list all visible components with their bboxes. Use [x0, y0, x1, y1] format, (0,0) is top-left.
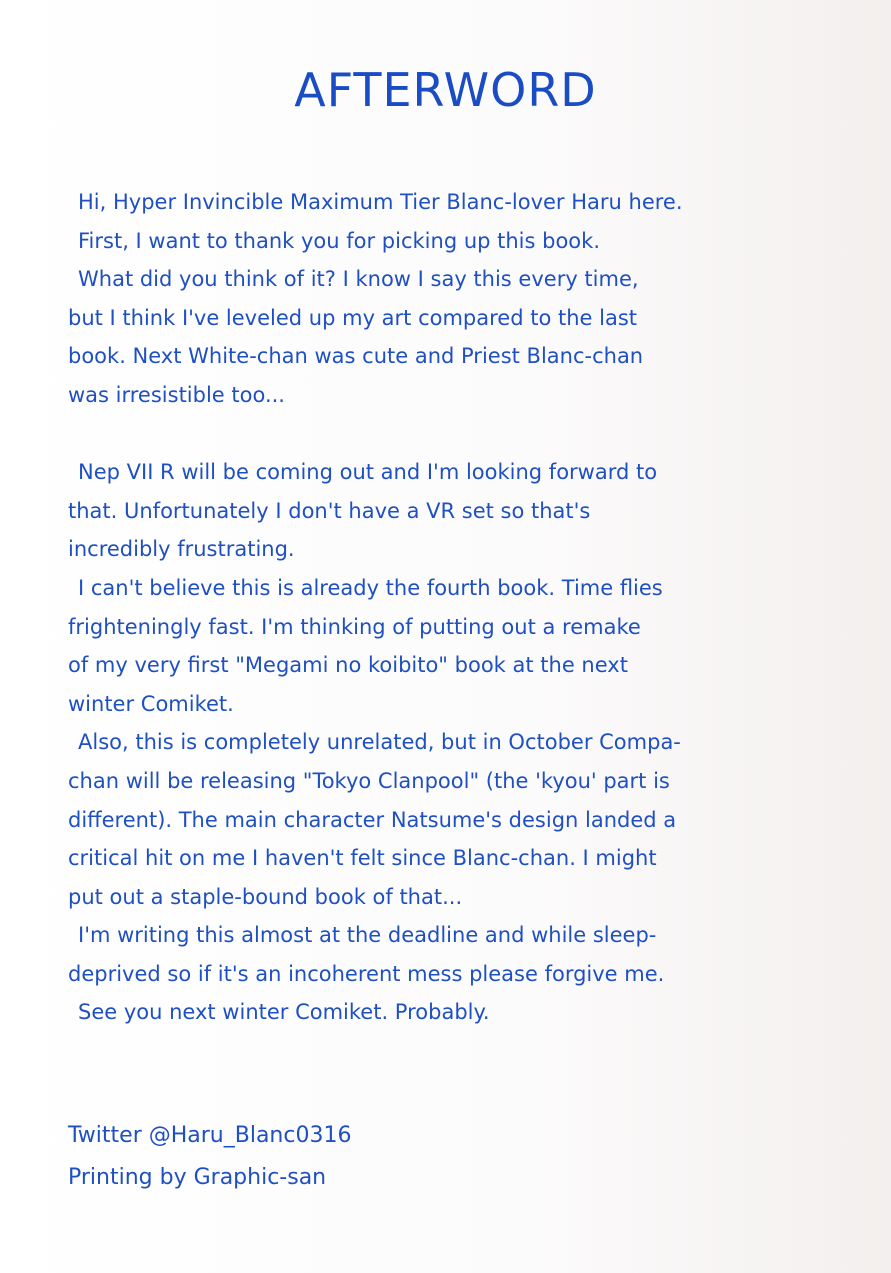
text-line: Also, this is completely unrelated, but in October Compa- — [78, 730, 681, 755]
text-line: different). The main character Natsume's design landed a — [68, 807, 677, 832]
text-line: winter Comiket. — [68, 691, 234, 716]
printing-credit: Printing by Graphic-san — [68, 1165, 327, 1190]
text-line: put out a staple-bound book of that... — [68, 884, 463, 909]
text-line: critical hit on me I haven't felt since Blanc-chan. I might — [68, 846, 657, 871]
text-line: chan will be releasing "Tokyo Clanpool" (the 'kyou' part is — [68, 768, 670, 793]
page-title: AFTERWORD — [294, 63, 597, 117]
text-line: I can't believe this is already the fourth book. Time flies — [78, 575, 663, 600]
credits — [68, 1115, 668, 1199]
afterword-body — [68, 183, 798, 1032]
text-line: deprived so if it's an incoherent mess please forgive me. — [68, 961, 665, 986]
text-line: What did you think of it? I know I say this every time, — [78, 267, 639, 292]
text-line: of my very first "Megami no koibito" book at the next — [68, 653, 628, 678]
text-line: incredibly frustrating. — [68, 537, 295, 562]
text-line: First, I want to thank you for picking up this book. — [78, 228, 600, 253]
paragraph-gap — [68, 415, 798, 454]
twitter-handle: Twitter @Haru_Blanc0316 — [68, 1123, 352, 1148]
text-line: See you next winter Comiket. Probably. — [78, 1000, 490, 1025]
text-line: book. Next White-chan was cute and Priest Blanc-chan — [68, 344, 644, 369]
text-line: Hi, Hyper Invincible Maximum Tier Blanc-lover Haru here. — [78, 190, 683, 214]
text-line: frighteningly fast. I'm thinking of putting out a remake — [68, 614, 641, 639]
text-line: was irresistible too... — [68, 382, 285, 407]
text-line: that. Unfortunately I don't have a VR set so that's — [68, 498, 591, 523]
text-line: but I think I've leveled up my art compared to the last — [68, 305, 637, 330]
text-line: Nep VII R will be coming out and I'm looking forward to — [78, 460, 658, 485]
text-line: I'm writing this almost at the deadline and while sleep- — [78, 923, 657, 948]
